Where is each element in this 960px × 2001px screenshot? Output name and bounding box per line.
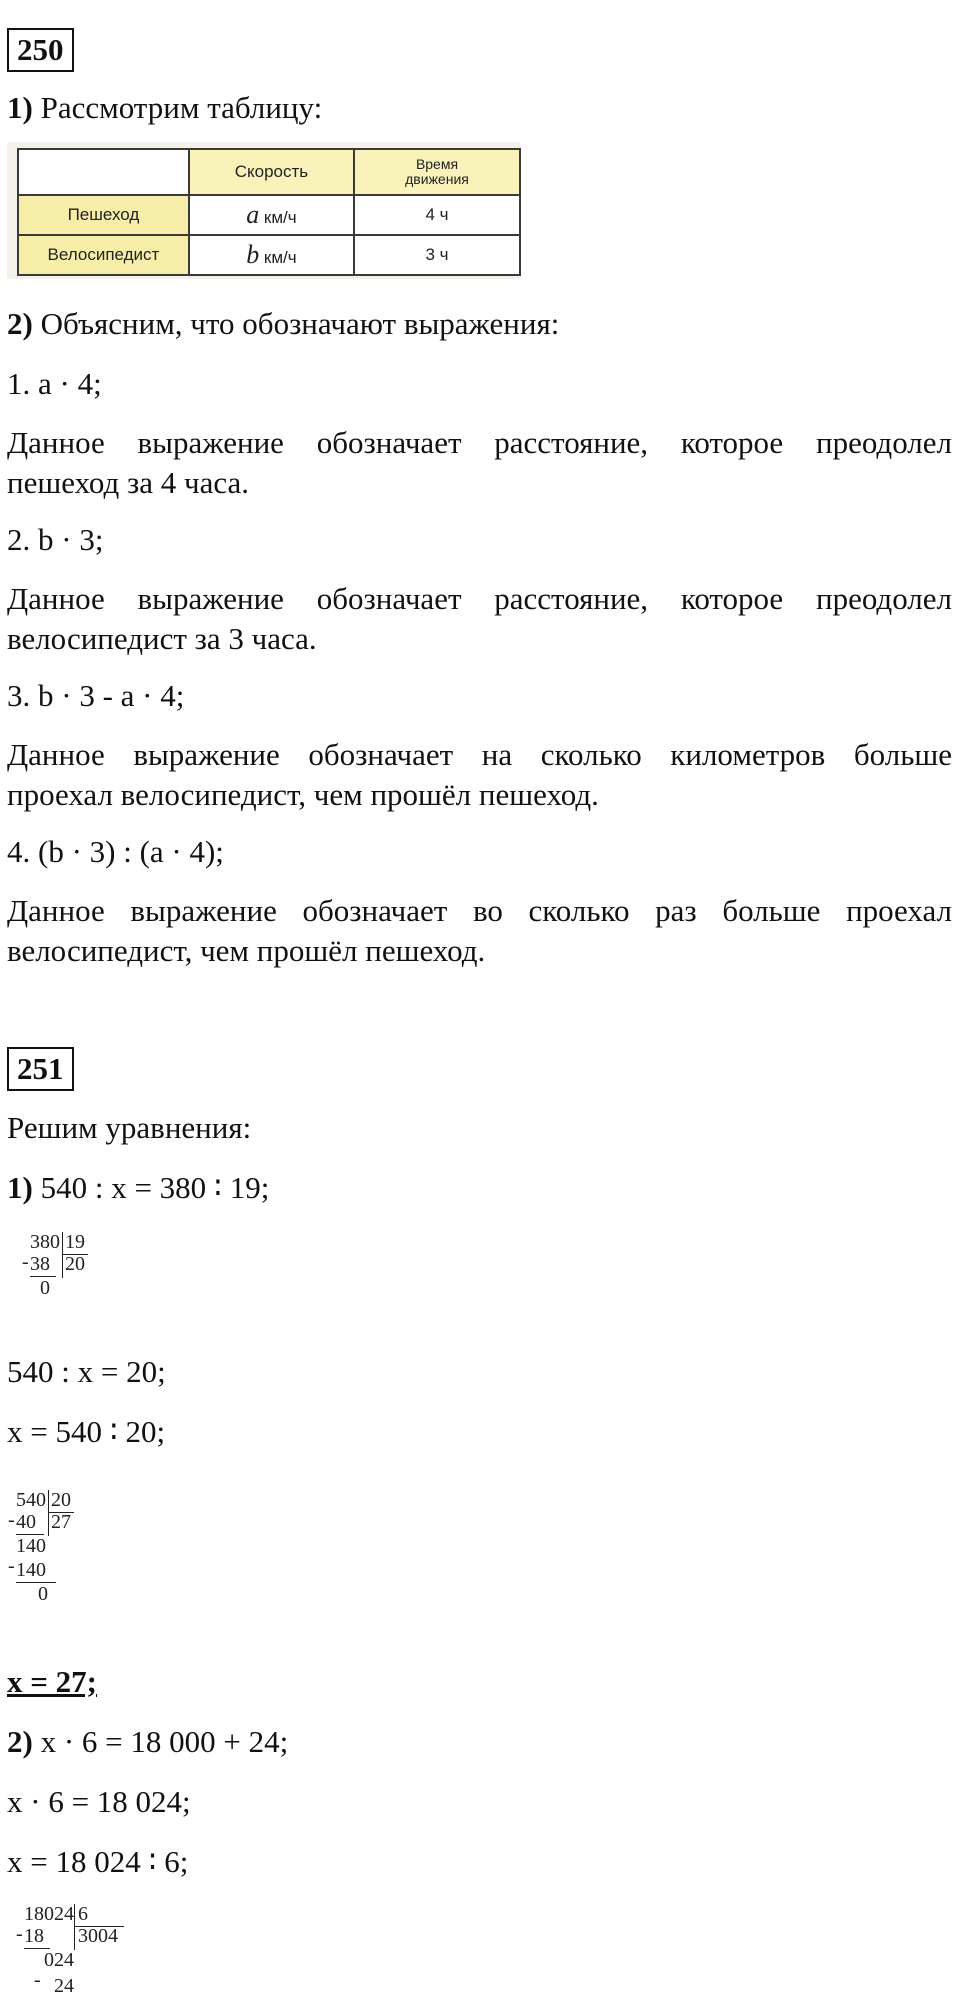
division-remainder: 0 [40,1277,50,1299]
division-subtrahend-2: 24 [54,1975,74,1997]
expression-2: 2. b · 3; [7,522,104,557]
equation-1-text: 540 : x = 380 ∶ 19; [32,1170,270,1205]
equations-intro: Решим уравнения: [7,1110,252,1145]
step-1-text: Рассмотрим таблицу: [32,90,323,125]
equation-2-step-2: x · 6 = 18 024; [7,1784,191,1819]
division-subtrahend: 38 [30,1253,50,1275]
division-quotient: 3004 [78,1925,118,1947]
equation-2-step-3: x = 18 024 ∶ 6; [7,1844,189,1879]
division-dividend: 540 [16,1489,46,1511]
division-minus: - [16,1923,23,1945]
step-2-num: 2) [7,306,33,341]
division-minus: - [8,1509,15,1531]
division-quotient: 20 [65,1253,85,1275]
step-2-text: Объясним, что обозначают выражения: [32,306,560,341]
equation-1-step-2: 540 : x = 20; [7,1354,166,1389]
equation-2 [7,1722,952,1762]
division-dividend: 18024 [24,1903,74,1925]
table-header-speed: Скорость [189,149,354,195]
explanation-1: Данное выражение обозначает расстояние, которое преодолел пешеход за 4 часа. [7,425,952,500]
explanation-4: Данное выражение обозначает во сколько раз больше проехал велосипедист, чем прошёл пешеход. [7,893,952,968]
division-intermediate: 024 [44,1949,74,1971]
equation-1 [7,1168,952,1208]
expression-3: 3. b · 3 - a · 4; [7,678,185,713]
equation-1-answer: x = 27; [7,1664,97,1699]
equation-1-step-3: x = 540 ∶ 20; [7,1414,166,1449]
equation-1-num: 1) [7,1170,33,1205]
division-minus-2: - [34,1969,41,1991]
equation-2-text: x · 6 = 18 000 + 24; [32,1724,289,1759]
table-header-time: Время движения [354,149,520,195]
explanation-2: Данное выражение обозначает расстояние, которое преодолел велосипедист за 3 часа. [7,581,952,656]
table-row [18,195,520,235]
table-corner-cell [18,149,189,195]
division-minus: - [22,1251,29,1273]
step-2-heading [7,304,952,344]
expression-4: 4. (b · 3) : (a · 4); [7,834,224,869]
equation-2-num: 2) [7,1724,33,1759]
division-remainder: 0 [38,1583,48,1605]
table-cell-time: 3 ч [354,235,520,275]
division-subtrahend: 18 [24,1925,44,1947]
table-header-row [18,149,520,195]
table-row [18,235,520,275]
table-cell-time: 4 ч [354,195,520,235]
division-divisor: 20 [51,1489,71,1511]
problem-number-251: 251 [7,1047,74,1091]
long-division-540-20 [6,1488,96,1628]
table-row-name: Велосипедист [18,235,189,275]
division-quotient: 27 [51,1511,71,1533]
table-row-name: Пешеход [18,195,189,235]
long-division-18024-6 [14,1902,144,2001]
division-dividend: 380 [30,1231,60,1253]
division-divisor: 19 [65,1231,85,1253]
speed-time-table [17,148,521,276]
problem-number-250: 250 [7,28,74,72]
table-cell-speed: b км/ч [189,235,354,275]
step-1-num: 1) [7,90,33,125]
division-subtrahend-2: 140 [16,1559,46,1581]
division-divisor: 6 [78,1903,88,1925]
long-division-380-19 [20,1230,110,1320]
division-intermediate: 140 [16,1535,46,1557]
table-cell-speed: a км/ч [189,195,354,235]
explanation-3: Данное выражение обозначает на сколько километров больше проехал велосипедист, чем прошёл пешеход. [7,737,952,812]
step-1-heading [7,88,952,128]
expression-1: 1. a · 4; [7,366,102,401]
division-subtrahend: 40 [16,1511,36,1533]
division-minus-2: - [8,1555,15,1577]
speed-time-table-image [7,142,521,279]
